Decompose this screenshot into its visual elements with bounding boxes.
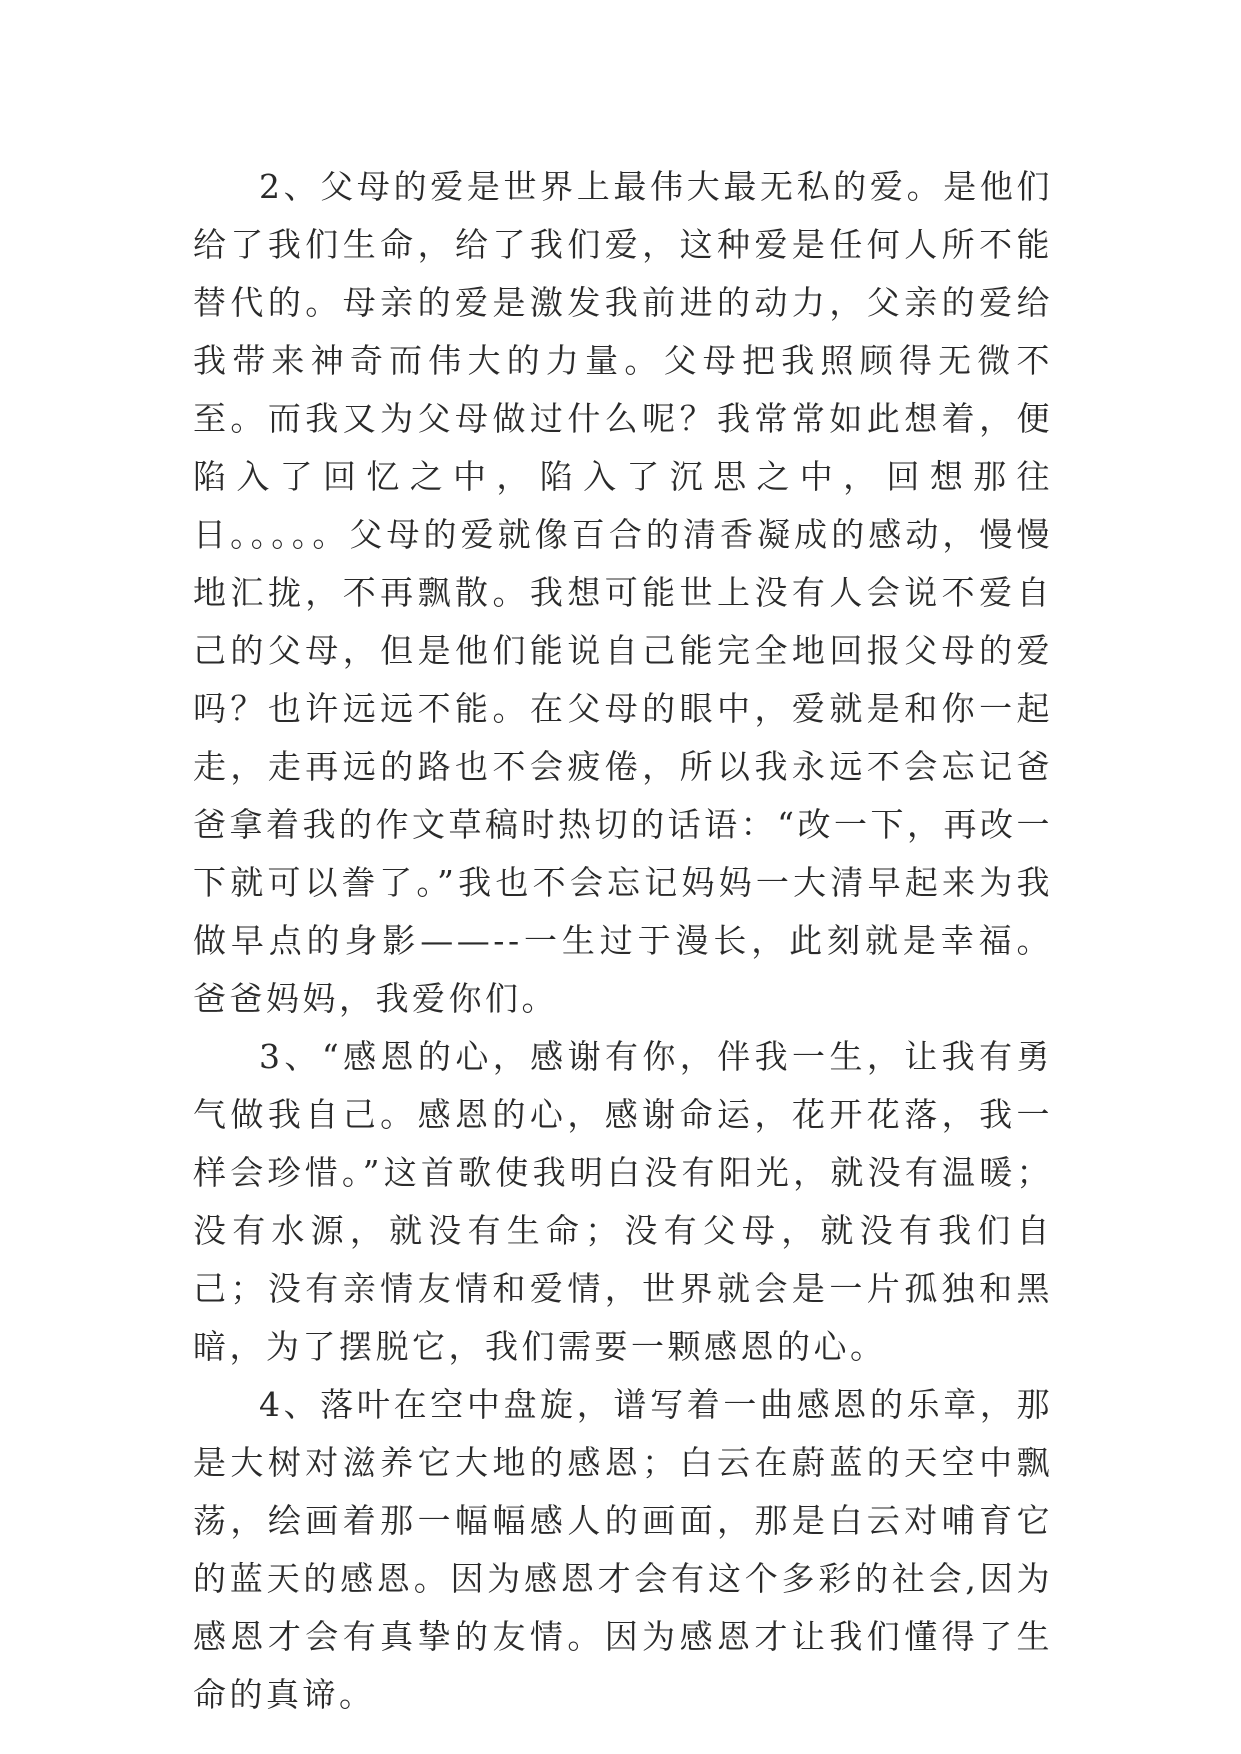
paragraph-3: 3、“感恩的心，感谢有你，伴我一生，让我有勇气做我自己。感恩的心，感谢命运，花开花落，我一样会珍惜。”这首歌使我明白没有阳光，就没有温暖；没有水源，就没有生命；没有父母，就没有我们自己；没有亲情友情和爱情，世界就会是一片孤独和黑暗，为了摆脱它，我们需要一颗感恩的心。 — [193, 1037, 1053, 1366]
paragraph-2: 2、父母的爱是世界上最伟大最无私的爱。是他们给了我们生命，给了我们爱，这种爱是任何人所不能替代的。母亲的爱是激发我前进的动力，父亲的爱给我带来神奇而伟大的力量。父母把我照顾得无微不至。而我又为父母做过什么呢？我常常如此想着，便陷入了回忆之中，陷入了沉思之中，回想那往日。。。。。父母的爱就像百合的清香凝成的感动，慢慢地汇拢，不再飘散。我想可能世上没有人会说不爱自己的父母，但是他们能说自己能完全地回报父母的爱吗？也许远远不能。在父母的眼中，爱就是和你一起走，走再远的路也不会疲倦，所以我永远不会忘记爸爸拿着我的作文草稿时热切的话语：“改一下，再改一下就可以誊了。”我也不会忘记妈妈一大清早起来为我做早点的身影——--一生过于漫长，此刻就是幸福。爸爸妈妈，我爱你们。 — [193, 167, 1053, 1018]
body-text — [193, 158, 1053, 1724]
paragraph-4: 4、落叶在空中盘旋，谱写着一曲感恩的乐章，那是大树对滋养它大地的感恩；白云在蔚蓝的天空中飘荡，绘画着那一幅幅感人的画面，那是白云对哺育它的蓝天的感恩。因为感恩才会有这个多彩的社会,因为感恩才会有真挚的友情。因为感恩才让我们懂得了生命的真谛。 — [193, 1385, 1053, 1714]
